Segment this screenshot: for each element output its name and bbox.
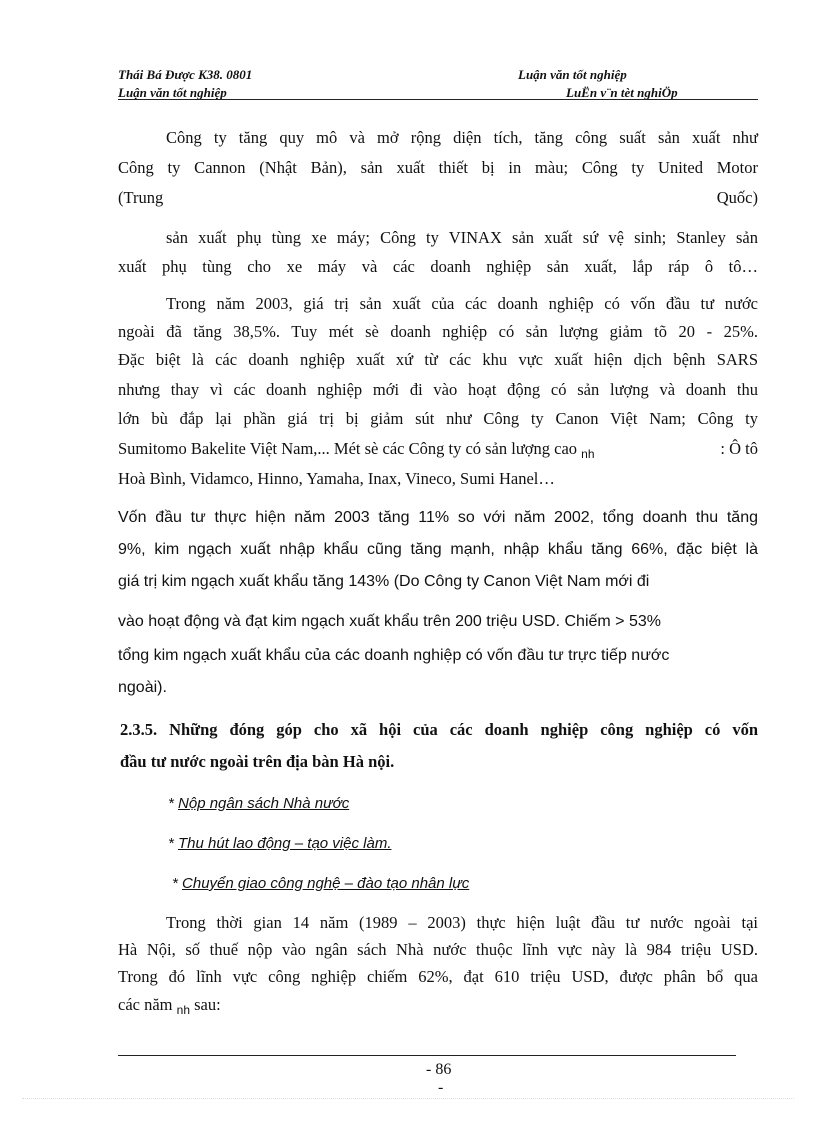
para4-line5: tổng kim ngạch xuất khẩu của các doanh nghiệp có vốn đầu tư trực tiếp nước <box>118 647 670 664</box>
bullet-technology-text: Chuyển giao công nghệ – đào tạo nhân lực <box>182 875 470 892</box>
para4-line1: Vốn đầu tư thực hiện năm 2003 tăng 11% so với năm 2002, tổng doanh thu tăng <box>118 509 758 526</box>
para5-line4-main: các năm <box>118 995 173 1014</box>
bullet-technology <box>172 875 469 892</box>
bullet-budget-text: Nộp ngân sách Nhà nước <box>178 795 350 812</box>
para4-line4: vào hoạt động và đạt kim ngạch xuất khẩu trên 200 triệu USD. Chiếm > 53% <box>118 613 661 630</box>
section-heading-line2: đầu tư nước ngoài trên địa bàn Hà nội. <box>120 752 395 771</box>
header-subtitle-left: Luận văn tốt nghiệp <box>118 85 227 100</box>
bullet-employment <box>168 835 391 852</box>
para3-line6-sub: nh <box>581 447 595 461</box>
para5-line1: Trong thời gian 14 năm (1989 – 2003) thực hiện luật đầu tư nước ngoài tại <box>166 913 758 932</box>
header-rule <box>118 99 758 100</box>
para3-line1: Trong năm 2003, giá trị sản xuất của các doanh nghiệp có vốn đầu tư nước <box>166 294 758 313</box>
footer-rule <box>118 1055 736 1056</box>
para5-line4 <box>118 995 221 1015</box>
para2-line1: sản xuất phụ tùng xe máy; Công ty VINAX sản xuất sứ vệ sinh; Stanley sản <box>166 228 758 247</box>
bullet-star: * <box>172 875 183 892</box>
section-heading-line1: 2.3.5. Những đóng góp cho xã hội của các doanh nghiệp công nghiệp có vốn <box>120 720 758 739</box>
header-title: Luận văn tốt nghiệp <box>518 67 627 82</box>
para1-line1: Công ty tăng quy mô và mở rộng diện tích, tăng công suất sản xuất như <box>166 128 758 147</box>
para3-line3: Đặc biệt là các doanh nghiệp xuất xứ từ các khu vực xuất hiện dịch bệnh SARS <box>118 350 758 369</box>
para3-line4: nhưng thay vì các doanh nghiệp mới đi vào hoạt động có sản lượng và doanh thu <box>118 380 758 399</box>
para5-line2: Hà Nội, số thuế nộp vào ngân sách Nhà nước thuộc lĩnh vực này là 984 triệu USD. <box>118 940 758 959</box>
bullet-employment-text: Thu hút lao động – tạo việc làm. <box>178 835 392 852</box>
para5-line4-sub: nh <box>176 1003 190 1017</box>
para3-line6 <box>118 439 595 459</box>
para4-line3: giá trị kim ngạch xuất khẩu tăng 143% (Do Công ty Canon Việt Nam mới đi <box>118 573 650 590</box>
bullet-star: * <box>168 795 179 812</box>
para3-line5: lớn bù đắp lại phần giá trị bị giảm sút như Công ty Canon Việt Nam; Công ty <box>118 409 758 428</box>
page-number: - 86 <box>426 1061 452 1078</box>
bullet-budget <box>168 795 349 812</box>
para1-line2: Công ty Cannon (Nhật Bản), sản xuất thiết bị in màu; Công ty United Motor <box>118 158 758 177</box>
para4-line2: 9%, kim ngạch xuất nhập khẩu cũng tăng mạnh, nhập khẩu tăng 66%, đặc biệt là <box>118 541 758 558</box>
footer-dash: - <box>438 1079 444 1096</box>
para1-line3-right: Quốc) <box>716 188 758 207</box>
bullet-star: * <box>168 835 179 852</box>
header-author: Thái Bá Được K38. 0801 <box>118 67 253 82</box>
para3-line6-tail: : Ô tô <box>720 439 758 458</box>
page-bottom-dotted-line <box>22 1098 794 1099</box>
para3-line6-main: Sumitomo Bakelite Việt Nam,... Mét sè các Công ty có sản lượng cao <box>118 439 578 458</box>
header-subtitle-right: LuËn v¨n tèt nghiÖp <box>566 85 678 100</box>
para3-line2: ngoài đã tăng 38,5%. Tuy mét sè doanh nghiệp có sản lượng giảm tõ 20 - 25%. <box>118 322 758 341</box>
para5-line3: Trong đó lĩnh vực công nghiệp chiếm 62%, đạt 610 triệu USD, được phân bổ qua <box>118 967 758 986</box>
para5-line4-tail: sau: <box>194 995 221 1014</box>
para2-line2: xuất phụ tùng cho xe máy và các doanh nghiệp sản xuất, lắp ráp ô tô… <box>118 257 758 276</box>
para1-line3-left: (Trung <box>118 188 164 207</box>
para3-line7: Hoà Bình, Vidamco, Hinno, Yamaha, Inax, Vineco, Sumi Hanel… <box>118 469 555 488</box>
para4-line6: ngoài). <box>118 679 167 696</box>
